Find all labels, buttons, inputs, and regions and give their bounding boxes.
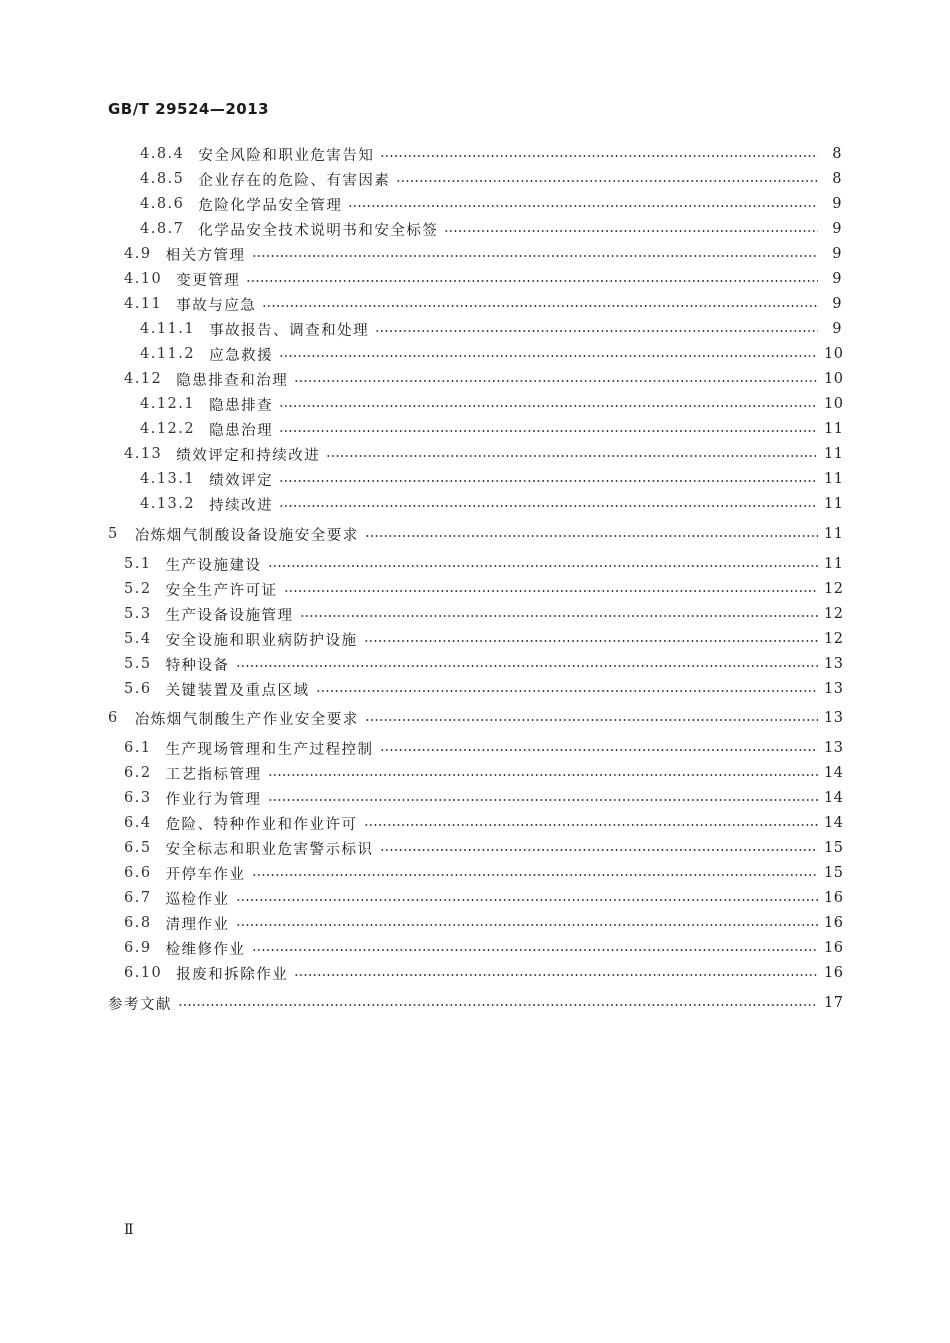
toc-leader-dots [252,949,818,951]
toc-entry[interactable] [124,628,842,650]
toc-entry-title: 绩效评定 [209,472,274,489]
toc-entry[interactable] [140,468,842,490]
toc-leader-dots [284,590,818,592]
toc-leader-dots [365,535,818,537]
toc-entry-page: 14 [824,790,844,806]
toc-entry-title: 工艺指标管理 [165,766,262,783]
toc-entry-title: 巡检作业 [165,891,230,908]
toc-entry[interactable] [140,168,842,190]
toc-entry[interactable] [124,578,842,600]
toc-entry-number: 6.9 [124,940,152,956]
toc-leader-dots [375,330,818,332]
toc-entry-number: 4.11 [124,296,163,312]
toc-entry-page: 9 [832,296,842,312]
toc-entry[interactable] [124,293,842,315]
toc-entry-page: 15 [824,840,844,856]
toc-entry[interactable] [124,887,842,909]
toc-leader-dots [326,455,818,457]
toc-leader-dots [364,824,818,826]
toc-entry-title: 相关方管理 [165,247,246,264]
toc-entry[interactable] [124,962,842,984]
toc-entry-page: 17 [824,995,844,1011]
toc-entry-number: 6.5 [124,840,152,856]
toc-entry-number: 6.2 [124,765,152,781]
toc-entry-number: 4.12.1 [140,396,196,412]
toc-entry-page: 11 [824,421,844,437]
page-number: Ⅱ [124,1222,134,1238]
toc-entry-title: 隐患排查 [209,397,274,414]
toc-entry-page: 9 [832,246,842,262]
toc-entry-title: 清理作业 [165,916,230,933]
toc-entry-number: 4.12.2 [140,421,196,437]
toc-entry[interactable] [108,707,842,729]
toc-leader-dots [236,899,818,901]
toc-entry-number: 4.8.4 [140,146,185,162]
toc-entry-page: 13 [824,740,844,756]
toc-leader-dots [364,640,818,642]
toc-entry-number: 5 [108,526,119,542]
toc-entry[interactable] [140,418,842,440]
toc-entry-page: 10 [824,371,844,387]
toc-entry-title: 生产设施建设 [165,557,262,574]
toc-entry-number: 4.13 [124,446,163,462]
toc-entry-number: 6.4 [124,815,152,831]
toc-entry-number: 6.8 [124,915,152,931]
toc-leader-dots [236,924,818,926]
toc-leader-dots [252,874,818,876]
toc-entry-title: 生产现场管理和生产过程控制 [165,741,374,758]
toc-entry-number: 6.6 [124,865,152,881]
toc-entry-page: 13 [824,710,844,726]
toc-entry-title: 特种设备 [165,657,230,674]
toc-entry[interactable] [124,443,842,465]
toc-entry[interactable] [124,268,842,290]
toc-entry[interactable] [124,653,842,675]
toc-entry-title: 报废和拆除作业 [176,966,289,983]
toc-entry-title: 关键装置及重点区域 [165,682,310,699]
toc-entry-number: 5.6 [124,681,152,697]
toc-leader-dots [279,480,818,482]
toc-entry-number: 4.8.6 [140,196,185,212]
toc-entry-title: 安全标志和职业危害警示标识 [165,841,374,858]
toc-entry-page: 10 [824,396,844,412]
toc-entry[interactable] [140,493,842,515]
toc-entry-title: 事故与应急 [176,297,257,314]
toc-entry-title: 持续改进 [209,497,274,514]
toc-entry-page: 8 [832,171,842,187]
toc-entry-page: 12 [824,581,844,597]
toc-entry-title: 冶炼烟气制酸生产作业安全要求 [134,711,359,728]
toc-entry[interactable] [124,762,842,784]
toc-entry-number: 4.8.5 [140,171,185,187]
toc-leader-dots [178,1004,818,1006]
toc-leader-dots [294,974,818,976]
toc-entry-number: 4.11.2 [140,346,196,362]
toc-leader-dots [380,749,818,751]
toc-entry[interactable] [140,318,842,340]
toc-entry-page: 11 [824,526,844,542]
toc-entry-number: 5.5 [124,656,152,672]
toc-entry-title: 开停车作业 [165,866,246,883]
toc-entry-number: 5.3 [124,606,152,622]
toc-entry-page: 11 [824,471,844,487]
toc-entry-page: 9 [832,196,842,212]
toc-entry[interactable] [124,837,842,859]
toc-leader-dots [268,774,818,776]
toc-entry-title: 变更管理 [176,272,241,289]
toc-entry[interactable] [124,603,842,625]
toc-entry-page: 11 [824,556,844,572]
toc-leader-dots [246,280,818,282]
toc-leader-dots [365,719,818,721]
toc-entry-page: 11 [824,446,844,462]
toc-entry-number: 5.1 [124,556,152,572]
toc-entry-page: 13 [824,656,844,672]
toc-leader-dots [380,849,818,851]
toc-entry[interactable] [124,553,842,575]
toc-entry-page: 15 [824,865,844,881]
toc-entry-page: 9 [832,271,842,287]
toc-entry-page: 9 [832,321,842,337]
toc-leader-dots [294,380,818,382]
toc-entry[interactable] [124,787,842,809]
toc-entry-title: 检维修作业 [165,941,246,958]
toc-entry[interactable] [108,523,842,545]
toc-entry-number: 6.1 [124,740,152,756]
toc-leader-dots [279,430,818,432]
toc-entry-number: 4.11.1 [140,321,196,337]
toc-leader-dots [300,615,818,617]
toc-entry[interactable] [124,862,842,884]
toc-leader-dots [444,230,818,232]
toc-entry-title: 生产设备设施管理 [165,607,294,624]
toc-entry-number: 6.7 [124,890,152,906]
toc-entry-title: 安全设施和职业病防护设施 [165,632,358,649]
toc-entry-page: 10 [824,346,844,362]
toc-entry-number: 6.10 [124,965,163,981]
toc-entry-page: 14 [824,765,844,781]
toc-leader-dots [252,255,818,257]
toc-entry-title: 作业行为管理 [165,791,262,808]
toc-entry-title: 绩效评定和持续改进 [176,447,321,464]
standard-code-header: GB/T 29524—2013 [108,100,270,118]
toc-entry-number: 4.9 [124,246,152,262]
toc-entry-title: 应急救援 [209,347,274,364]
toc-entry-title: 危险、特种作业和作业许可 [165,816,358,833]
toc-entry-number: 4.12 [124,371,163,387]
toc-entry-page: 16 [824,965,844,981]
toc-leader-dots [262,305,818,307]
toc-entry-page: 14 [824,815,844,831]
toc-leader-dots [279,505,818,507]
toc-entry-title: 隐患排查和治理 [176,372,289,389]
toc-entry-page: 13 [824,681,844,697]
toc-entry[interactable] [140,193,842,215]
toc-entry-page: 8 [832,146,842,162]
toc-leader-dots [348,205,818,207]
toc-entry-number: 4.13.2 [140,496,196,512]
toc-entry-title: 安全风险和职业危害告知 [198,147,375,164]
toc-entry[interactable] [108,992,842,1014]
toc-entry[interactable] [124,368,842,390]
toc-entry-page: 16 [824,940,844,956]
toc-entry-number: 5.4 [124,631,152,647]
toc-leader-dots [396,180,818,182]
toc-entry-page: 16 [824,915,844,931]
toc-entry-page: 11 [824,496,844,512]
toc-entry[interactable] [140,143,842,165]
toc-entry[interactable] [140,343,842,365]
toc-entry-title: 冶炼烟气制酸设备设施安全要求 [134,527,359,544]
toc-entry-number: 4.8.7 [140,221,185,237]
toc-leader-dots [268,799,818,801]
toc-leader-dots [279,355,818,357]
toc-entry[interactable] [124,937,842,959]
toc-leader-dots [268,565,818,567]
toc-leader-dots [236,665,818,667]
toc-entry[interactable] [124,243,842,265]
toc-entry[interactable] [124,678,842,700]
toc-entry-number: 5.2 [124,581,152,597]
toc-entry-title: 危险化学品安全管理 [198,197,343,214]
toc-entry[interactable] [124,737,842,759]
toc-entry-title: 企业存在的危险、有害因素 [198,172,391,189]
toc-leader-dots [279,405,818,407]
toc-entry[interactable] [124,812,842,834]
toc-entry[interactable] [140,218,842,240]
toc-entry-page: 9 [832,221,842,237]
toc-entry-title: 事故报告、调查和处理 [209,322,370,339]
toc-leader-dots [316,690,818,692]
toc-entry-title: 参考文献 [108,996,172,1013]
toc-entry[interactable] [124,912,842,934]
toc-leader-dots [380,155,818,157]
toc-entry[interactable] [140,393,842,415]
toc-entry-number: 6.3 [124,790,152,806]
toc-entry-page: 12 [824,631,844,647]
toc-entry-page: 12 [824,606,844,622]
toc-entry-number: 4.10 [124,271,163,287]
toc-entry-number: 4.13.1 [140,471,196,487]
toc-entry-title: 安全生产许可证 [165,582,278,599]
toc-entry-title: 隐患治理 [209,422,274,439]
toc-entry-title: 化学品安全技术说明书和安全标签 [198,222,439,239]
toc-entry-number: 6 [108,710,119,726]
toc-entry-page: 16 [824,890,844,906]
